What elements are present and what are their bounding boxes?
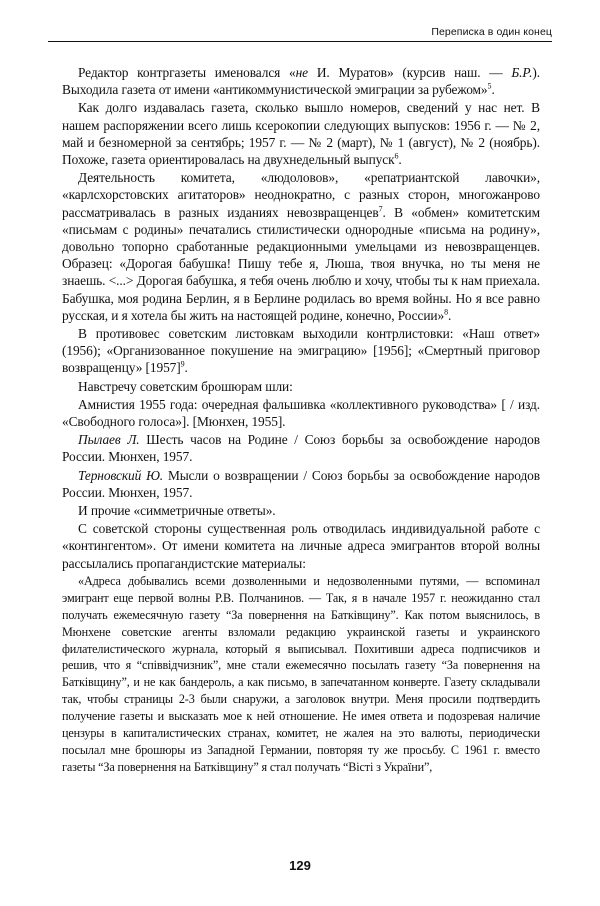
footnote-ref: 6	[394, 151, 399, 161]
footnote-ref: 7	[378, 204, 383, 214]
paragraph-9: И прочие «симметричные ответы».	[78, 503, 276, 519]
running-head	[48, 18, 552, 42]
page-number: 129	[289, 858, 311, 873]
body-text	[62, 64, 540, 776]
bibliography-entry: Амнистия 1955 года: очередная фальшивка «коллективного руководства» [ / изд. «Свободного голоса»]. [Мюнхен, 1955].	[62, 396, 540, 430]
paragraph-1: Редактор контргазеты именовался «не И. Муратов» (курсив наш. — Б.Р.). Выходила газета от имени «антикоммунистической эмиграции за рубежом»$^5$.	[62, 65, 540, 98]
paragraph-10: С советской стороны существенная роль отводилась индивидуальной работе с «контингентом». От имени комитета на личные адреса эмигрантов второй волны рассылались пропагандистские материалы:	[62, 521, 540, 571]
paragraph-4: В противовес советским листовкам выходили контрлистовки: «Наш ответ» (1956); «Организованное покушение на эмиграцию» [1956]; «Смертный приговор возвращенцу» $[1957]^9$.	[62, 326, 540, 376]
footnote-ref: 9	[180, 359, 185, 369]
bibliography-entry: Пылаев Л. Шесть часов на Родине / Союз борьбы за освобождение народов России. Мюнхен, 1957.	[62, 432, 540, 465]
author: Пылаев Л.	[78, 432, 140, 448]
running-title: Переписка в один конец	[431, 26, 552, 38]
block-quote: «Адреса добывались всеми дозволенными и недозволенными путями, — вспоминал эмигрант еще первой волны Р.В. Полчанинов. — Так, я в начале 1957 г. неожиданно стал получать ежемесячную газету “За повернення на Батківщину”. Как потом выяснилось, в Мюнхене советские агенты взломали редакцию украинской газеты и украинского филателистического журнала, который я выписывал. Похитивши адреса подписчиков и решив, что я “співвiдчизник”, мне стали ежемесячно посылать газету “За повернення на Батківщину”, и не как бандероль, а как письмо, в запечатанном конверте. Газету складывали так, чтобы страницы 2-3 были снаружи, а заголовок внутри. Меня просили подтвердить получение газеты и высказать мое к ней отношение. Не имея ответа и подозревая наличие цензуры в капиталистических странах, комитет, не жалея на это валюты, периодически посылал мне брошюры из Западной Германии, повторяя ту же просьбу. С 1961 г. вместо газеты “За повернення на Батківщину” я стал получать “Вісті з України”,	[62, 573, 540, 774]
author: Терновский Ю.	[78, 467, 164, 483]
paragraph-2: Как долго издавалась газета, сколько вышло номеров, сведений у нас нет. В нашем распоряжении всего лишь ксерокопии следующих выпусков: 1956 г. — № 2, май и безномерной за сентябрь; 1957 г. — № 2 (март), № 1 (август), № 2 (ноябрь). Похоже, газета ориентировалась на двухнедельный выпуск$^6$.	[62, 100, 540, 168]
footnote-ref: 8	[444, 307, 448, 317]
paragraph-5: Навстречу советским брошюрам шли:	[78, 378, 293, 394]
footnote-ref: 5	[487, 81, 492, 91]
bibliography-entry: Терновский Ю. Мысли о возвращении / Союз борьбы за освобождение народов России. Мюнхен, 1957.	[62, 467, 540, 500]
paragraph-3: Деятельность комитета, «людоловов», «репатриантской лавочки», «карлсхорстовских агитаторов» неоднократно, с разных сторон, многожанрово рассматривалась в разных изданиях невозвращенцев$^7$. В «обмен» комитетским «письмам с родины» печатались стилистически однородные «письма на родину», довольно топорно сработанные редакционными умельцами из невозвращенцев. Образец: «Дорогая бабушка! Пишу тебе я, Люша, твоя внучка, но ты меня не знаешь. <...> Дорогая бабушка, я тебя очень люблю и хочу, чтобы ты к нам приехала. Бабушка, моя родина Берлин, я в Берлине родилась во время войны. Но я все равно русская, и я хотела бы жить на настоящей родине, конечно, России»$^8$.	[62, 170, 540, 323]
